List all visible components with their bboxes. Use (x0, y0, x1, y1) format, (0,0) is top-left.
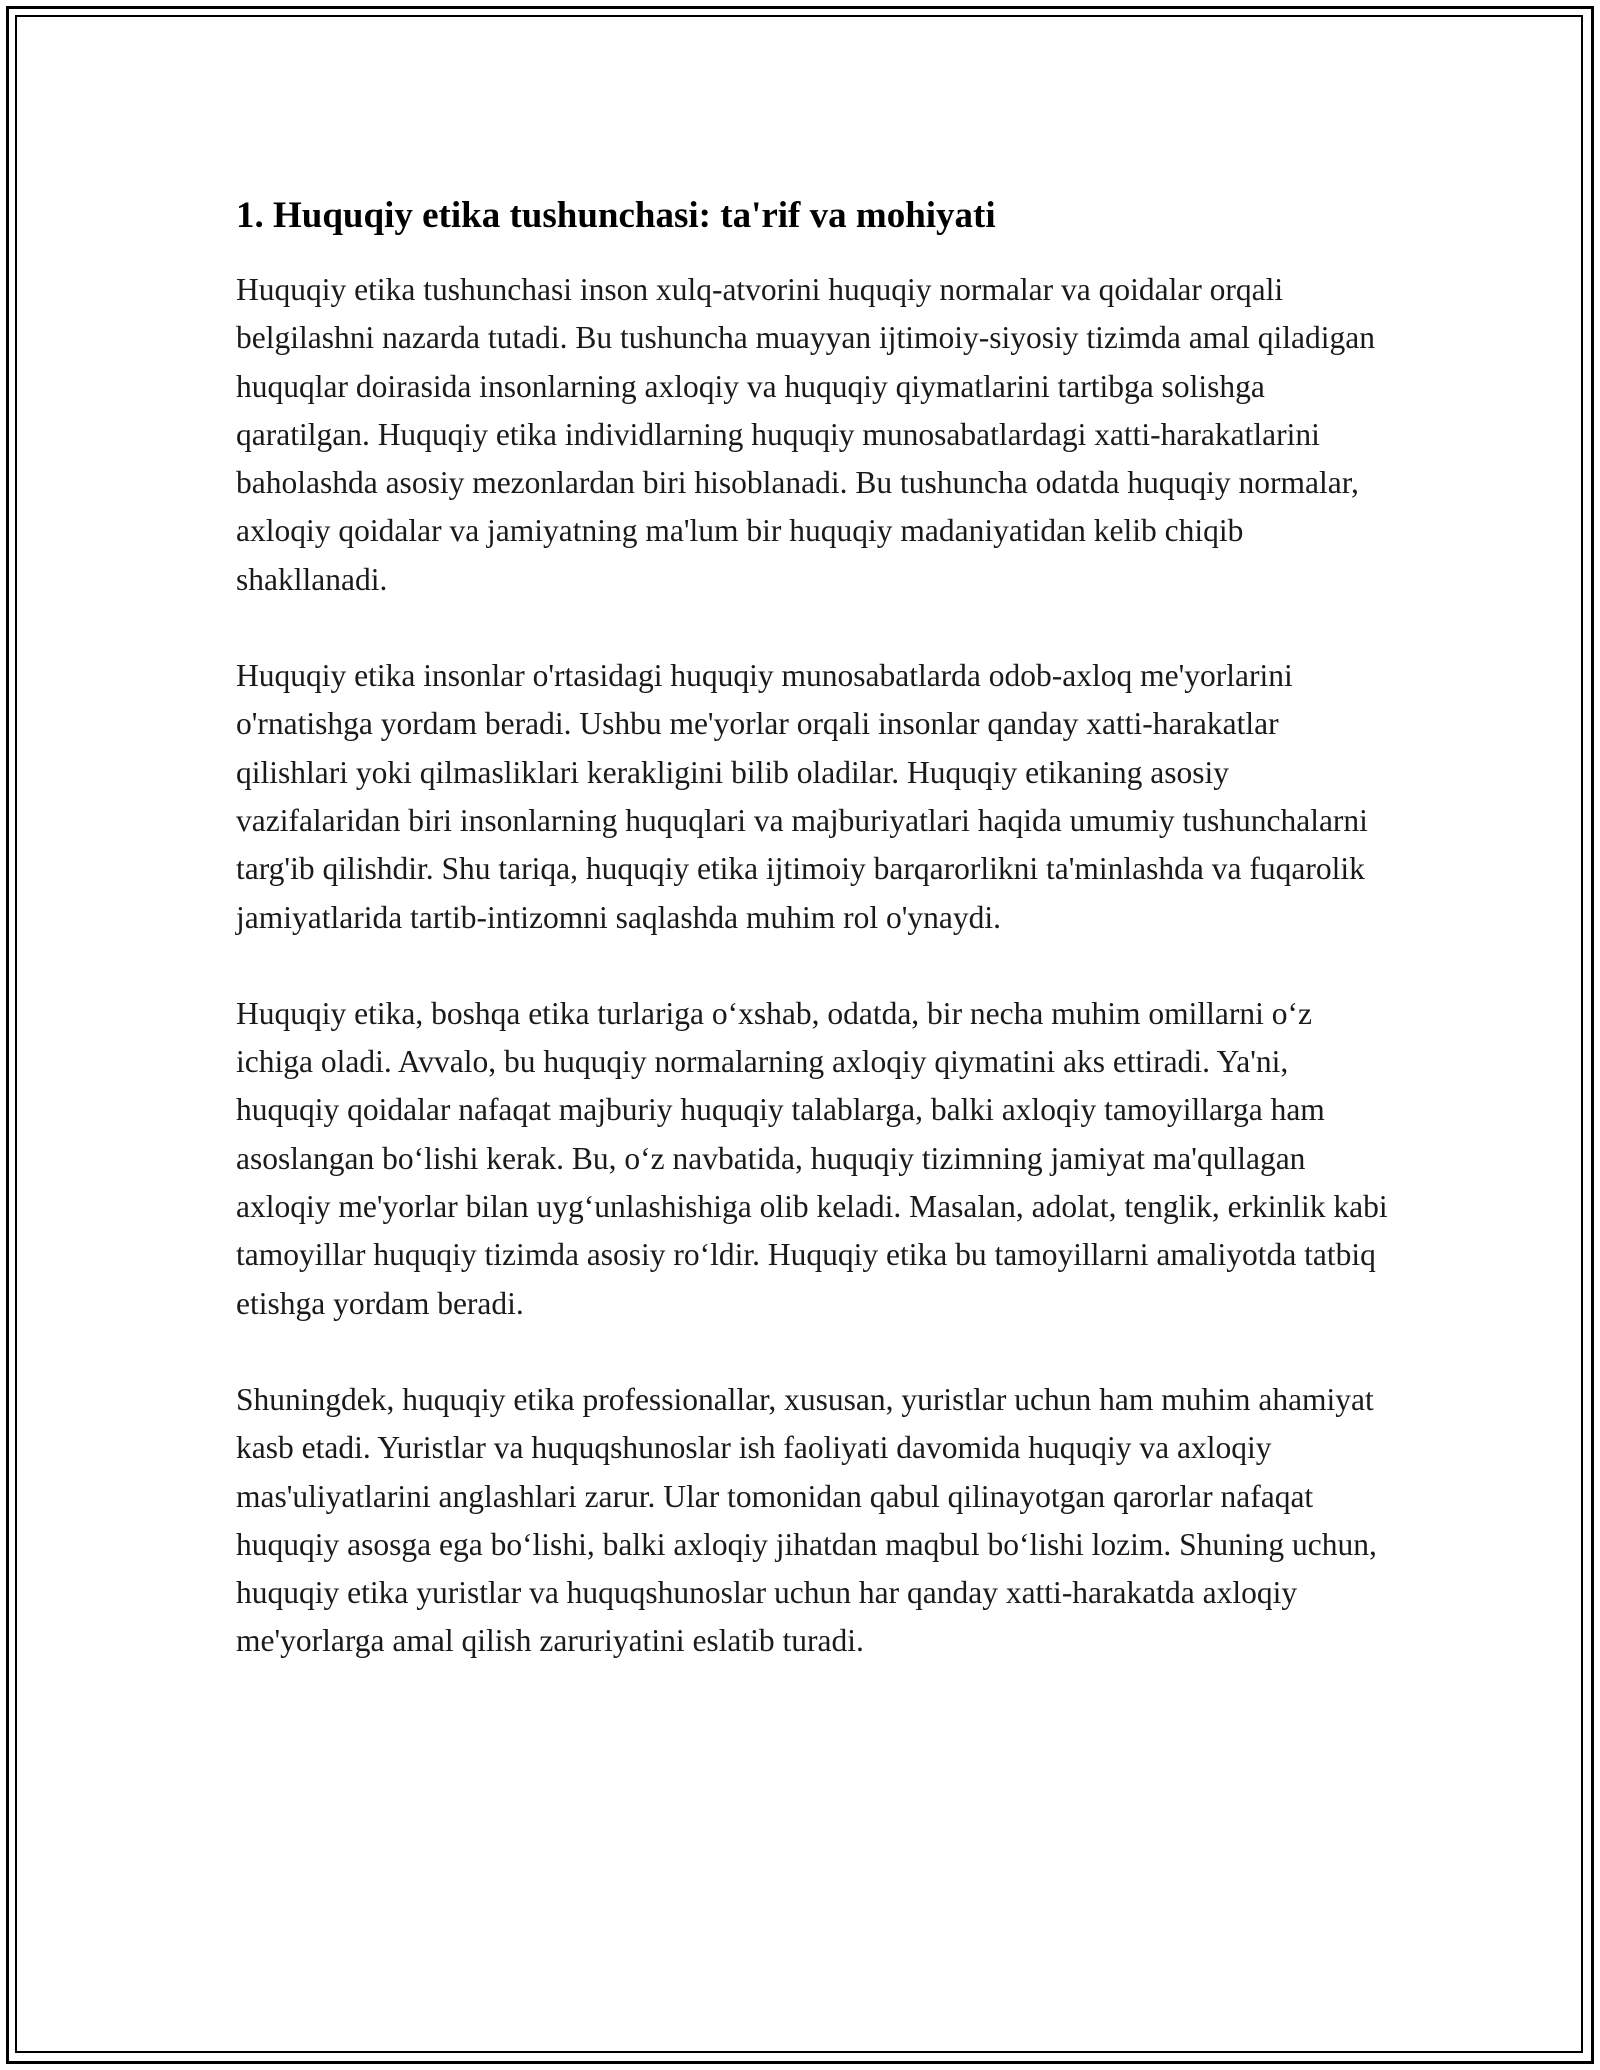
document-body (236, 188, 1396, 1714)
paragraph-2: Huquqiy etika insonlar o'rtasidagi huquqiy munosabatlarda odob-axloq me'yorlarini o'rnatishga yordam beradi. Ushbu me'yorlar orqali insonlar qanday xatti-harakatlar qilishlari yoki qilmasliklari kerakligini bilib oladilar. Huquqiy etikaning asosiy vazifalaridan biri insonlarning huquqlari va majburiyatlari haqida umumiy tushunchalarni targ'ib qilishdir. Shu tariqa, huquqiy etika ijtimoiy barqarorlikni ta'minlashda va fuqarolik jamiyatlarida tartib-intizomni saqlashda muhim rol o'ynaydi. (236, 658, 1368, 935)
paragraph-3: Huquqiy etika, boshqa etika turlariga o‘xshab, odatda, bir necha muhim omillarni o‘z ichiga oladi. Avvalo, bu huquqiy normalarning axloqiy qiymatini aks ettiradi. Ya'ni, huquqiy qoidalar nafaqat majburiy huquqiy talablarga, balki axloqiy tamoyillarga ham asoslangan bo‘lishi kerak. Bu, o‘z navbatida, huquqiy tizimning jamiyat ma'qullagan axloqiy me'yorlar bilan uyg‘unlashishiga olib keladi. Masalan, adolat, tenglik, erkinlik kabi tamoyillar huquqiy tizimda asosiy ro‘ldir. Huquqiy etika bu tamoyillarni amaliyotda tatbiq etishga yordam beradi. (236, 995, 1388, 1321)
paragraph-4: Shuningdek, huquqiy etika professionallar, xususan, yuristlar uchun ham muhim ahamiyat kasb etadi. Yuristlar va huquqshunoslar ish faoliyati davomida huquqiy va axloqiy mas'uliyatlarini anglashlari zarur. Ular tomonidan qabul qilinayotgan qarorlar nafaqat huquqiy asosga ega bo‘lishi, balki axloqiy jihatdan maqbul bo‘lishi lozim. Shuning uchun, huquqiy etika yuristlar va huquqshunoslar uchun har qanday xatti-harakatda axloqiy me'yorlarga amal qilish zaruriyatini eslatib turadi. (236, 1381, 1377, 1659)
paragraph-1: Huquqiy etika tushunchasi inson xulq-atvorini huquqiy normalar va qoidalar orqali belgilashni nazarda tutadi. Bu tushuncha muayyan ijtimoiy-siyosiy tizimda amal qiladigan huquqlar doirasida insonlarning axloqiy va huquqiy qiymatlarini tartibga solishga qaratilgan. Huquqiy etika individlarning huquqiy munosabatlardagi xatti-harakatlarini baholashda asosiy mezonlardan biri hisoblanadi. Bu tushuncha odatda huquqiy normalar, axloqiy qoidalar va jamiyatning ma'lum bir huquqiy madaniyatidan kelib chiqib shakllanadi. (236, 272, 1375, 597)
section-heading: 1. Huquqiy etika tushunchasi: ta'rif va mohiyati (236, 195, 996, 236)
